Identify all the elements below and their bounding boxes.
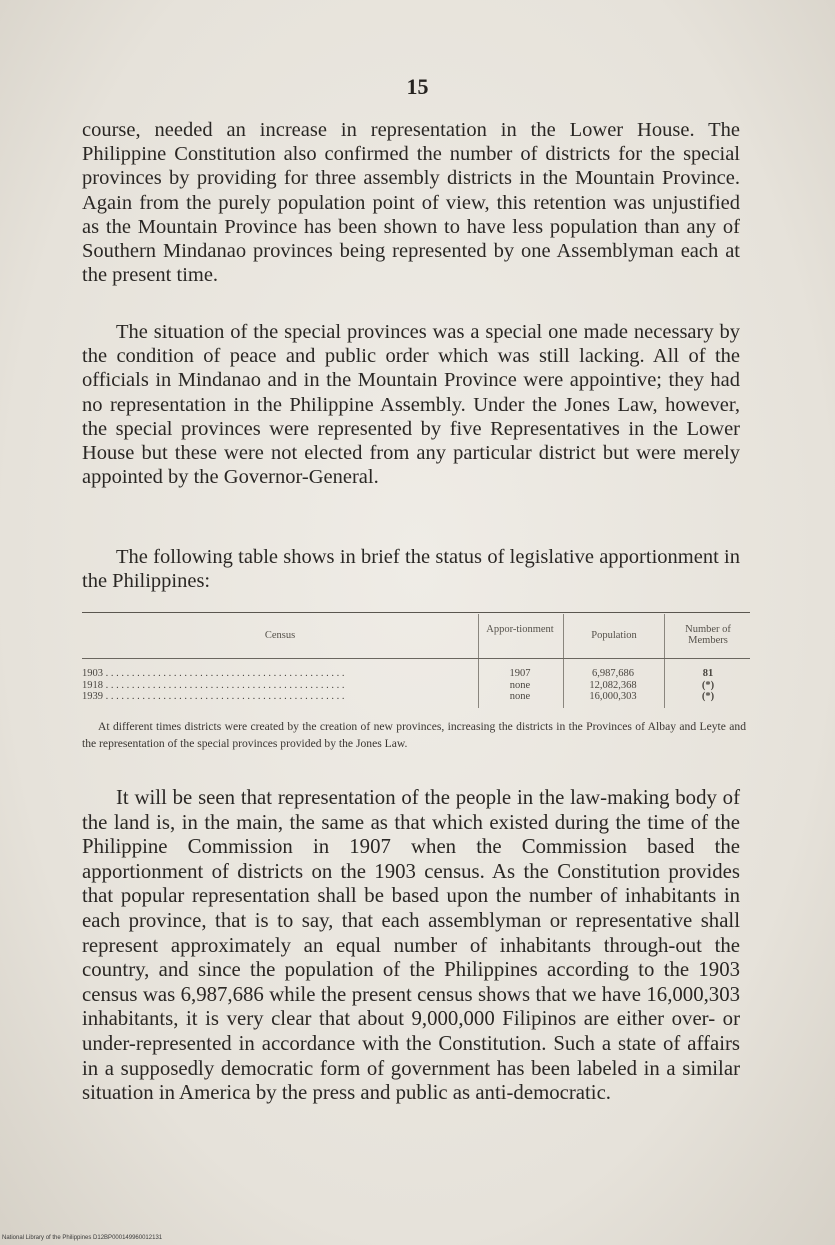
cell-apportionment: none [509, 691, 531, 702]
header-population: Population [591, 630, 637, 641]
cell-census: 1939 . . . . . . . . . . . . . . . . . . . . . . . . . . . . . . . . . . . . . . . . . . . . . . [82, 691, 345, 702]
paragraph-3: The following table shows in brief the status of legislative apportionment in the Philippines: [82, 546, 740, 593]
paragraph-2: The situation of the special provinces was a special one made necessary by the condition of peace and public order which was still lacking. All of the officials in Mindanao and in the Mountain Province were appointive; they had no representation in the Philippine Assembly. Under the Jones Law, however, the special provinces were represented by five Representatives in the Lower House but these were not elected from any particular district but were merely appointed by the Governor-General. [82, 321, 740, 489]
cell-members: (*) [701, 691, 715, 702]
archive-footer: National Library of the Philippines D12BP000149960012131 [2, 1235, 163, 1241]
table-row [82, 668, 750, 680]
cell-members: (*) [701, 679, 715, 691]
table-header-rule [82, 658, 750, 659]
cell-population: 16,000,303 [589, 691, 637, 702]
cell-members: 81 [702, 668, 714, 679]
paragraph-4: It will be seen that representation of the people in the law-making body of the land is, in the main, the same as that which existed during the time of the Philippine Commission in 1907 when the Commission based the apportionment of districts on the 1903 census. As the Constitution provides that popular representation shall be based upon the number of inhabitants in each province, that is to say, that each assemblyman or representative shall represent approximately an equal number of inhabitants through-out the country, and since the population of the Philippines according to the 1903 census was 6,987,686 while the present census shows that we have 16,000,303 inhabitants, it is very clear that about 9,000,000 Filipinos are either over- or under-represented in accordance with the Constitution. Such a state of affairs in a supposedly democratic form of government has been labeled in a similar situation in America by the press and public as anti-democratic. [82, 786, 740, 1105]
table-footnote: At different times districts were created by the creation of new provinces, increasing the districts in the Provinces of Albay and Leyte and the representation of the special provinces provided by the Jones Law. [82, 720, 746, 750]
header-apportionment: Appor-tionment [486, 624, 554, 635]
apportionment-table [82, 612, 750, 712]
cell-population: 12,082,368 [589, 679, 637, 691]
cell-apportionment: none [509, 679, 531, 691]
cell-census: 1918 . . . . . . . . . . . . . . . . . . . . . . . . . . . . . . . . . . . . . . . . . . . . . . [82, 679, 345, 691]
table-row [82, 680, 750, 692]
cell-population: 6,987,686 [592, 668, 634, 679]
header-members: Number of Members [685, 624, 731, 646]
cell-census: 1903 . . . . . . . . . . . . . . . . . . . . . . . . . . . . . . . . . . . . . . . . . . . . . . [82, 668, 345, 679]
table-top-rule [82, 612, 750, 613]
table-body [82, 668, 750, 703]
table-row [82, 691, 750, 703]
header-census: Census [264, 630, 296, 641]
cell-apportionment: 1907 [509, 668, 531, 679]
paragraph-1: course, needed an increase in representation in the Lower House. The Philippine Constitution also confirmed the number of districts for the special provinces by providing for three assembly districts in the Mountain Province. Again from the purely population point of view, this retention was unjustified as the Mountain Province has been shown to have less population than any of Southern Mindanao provinces being represented by one Assemblyman each at the present time. [82, 119, 740, 287]
page-number: 15 [406, 74, 429, 99]
